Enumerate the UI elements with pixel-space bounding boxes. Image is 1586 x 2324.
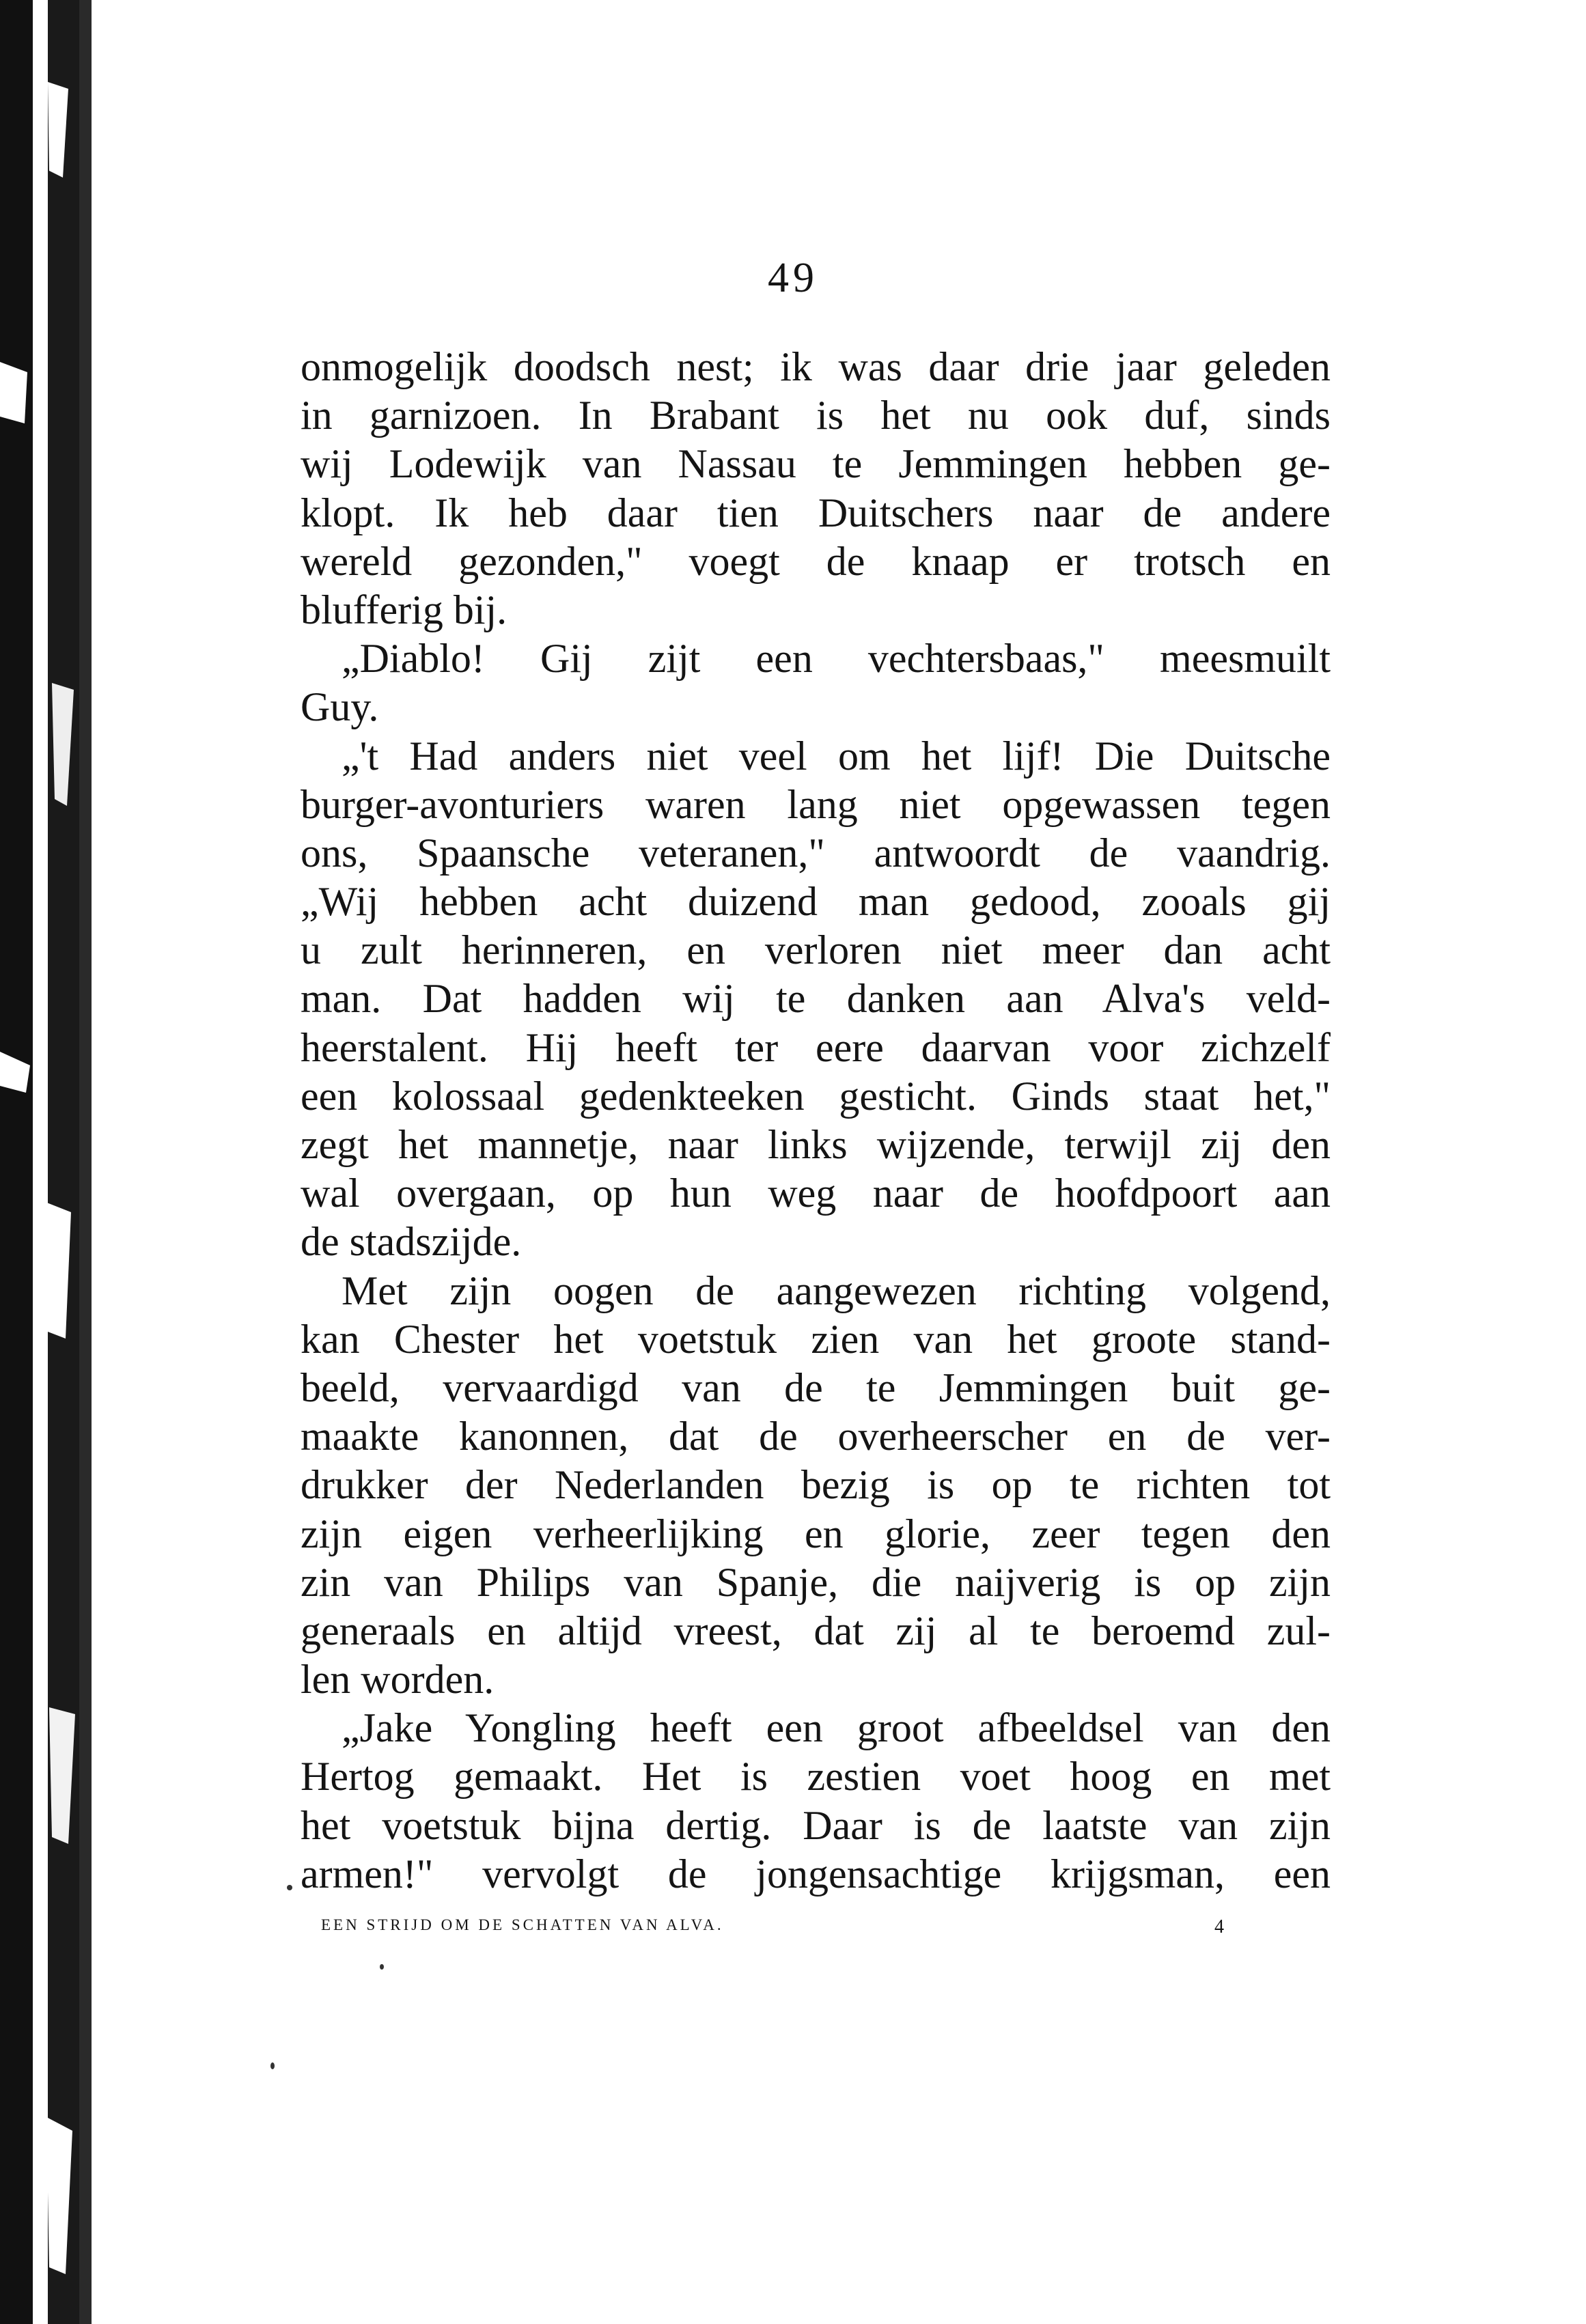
- text-line: wereld gezonden," voegt de knaap er trotsch en: [301, 538, 1331, 584]
- text-line: man. Dat hadden wij te danken aan Alva's veld-: [301, 976, 1331, 1022]
- text-line: heerstalent. Hij heeft ter eere daarvan voor zichzelf: [301, 1024, 1331, 1070]
- page-number: 49: [768, 255, 818, 301]
- text-line: beeld, vervaardigd van de te Jemmingen buit ge-: [301, 1364, 1331, 1410]
- text-line: het voetstuk bijna dertig. Daar is de laatste van zijn: [301, 1802, 1331, 1848]
- text-line: wij Lodewijk van Nassau te Jemmingen hebben ge-: [301, 441, 1331, 487]
- text-line: kan Chester het voetstuk zien van het groote stand-: [301, 1316, 1331, 1362]
- footer: [0, 1916, 1586, 1944]
- text-line: „'t Had anders niet veel om het lijf! Die Duitsche: [342, 733, 1331, 779]
- text-line: een kolossaal gedenkteeken gesticht. Ginds staat het,": [301, 1073, 1331, 1119]
- text-line: zegt het mannetje, naar links wijzende, terwijl zij den: [301, 1122, 1331, 1167]
- text-line: drukker der Nederlanden bezig is op te richten tot: [301, 1462, 1331, 1508]
- text-line: onmogelijk doodsch nest; ik was daar drie jaar geleden: [301, 344, 1331, 389]
- signature-number: 4: [1214, 1916, 1224, 1937]
- body-text: [301, 343, 1331, 1899]
- text-line: Hertog gemaakt. Het is zestien voet hoog en met: [301, 1754, 1331, 1800]
- text-line: ons, Spaansche veteranen," antwoordt de vaandrig.: [301, 830, 1331, 876]
- text-line: armen!" vervolgt de jongensachtige krijgsman, een: [301, 1851, 1331, 1896]
- text-line: de stadszijde.: [301, 1219, 522, 1265]
- text-line: klopt. Ik heb daar tien Duitschers naar de andere: [301, 490, 1331, 535]
- text-line: in garnizoen. In Brabant is het nu ook duf, sinds: [301, 393, 1331, 438]
- text-line: wal overgaan, op hun weg naar de hoofdpoort aan: [301, 1171, 1331, 1216]
- text-line: Guy.: [301, 684, 379, 730]
- text-line: generaals en altijd vreest, dat zij al te beroemd zul-: [301, 1608, 1331, 1653]
- signature-line: EEN STRIJD OM DE SCHATTEN VAN ALVA.: [321, 1916, 724, 1933]
- text-line: maakte kanonnen, dat de overheerscher en de ver-: [301, 1414, 1331, 1459]
- scan-speck: [380, 1964, 384, 1970]
- text-line: zijn eigen verheerlijking en glorie, zeer tegen den: [301, 1511, 1331, 1556]
- text-line: u zult herinneren, en verloren niet meer dan acht: [301, 927, 1331, 973]
- scan-speck: [287, 1885, 292, 1890]
- text-line: „Jake Yongling heeft een groot afbeeldsel van den: [342, 1705, 1331, 1751]
- text-line: blufferig bij.: [301, 587, 507, 632]
- scan-speck: [270, 2062, 275, 2069]
- text-line: len worden.: [301, 1657, 495, 1703]
- text-line: burger-avonturiers waren lang niet opgewassen tegen: [301, 781, 1331, 827]
- text-line: Met zijn oogen de aangewezen richting volgend,: [342, 1268, 1331, 1313]
- text-line: „Wij hebben acht duizend man gedood, zooals gij: [301, 879, 1331, 925]
- text-line: „Diablo! Gij zijt een vechtersbaas," meesmuilt: [342, 636, 1331, 682]
- binding-edge-scan-artifact: [0, 0, 102, 2324]
- text-line: zin van Philips van Spanje, die naijverig is op zijn: [301, 1559, 1331, 1605]
